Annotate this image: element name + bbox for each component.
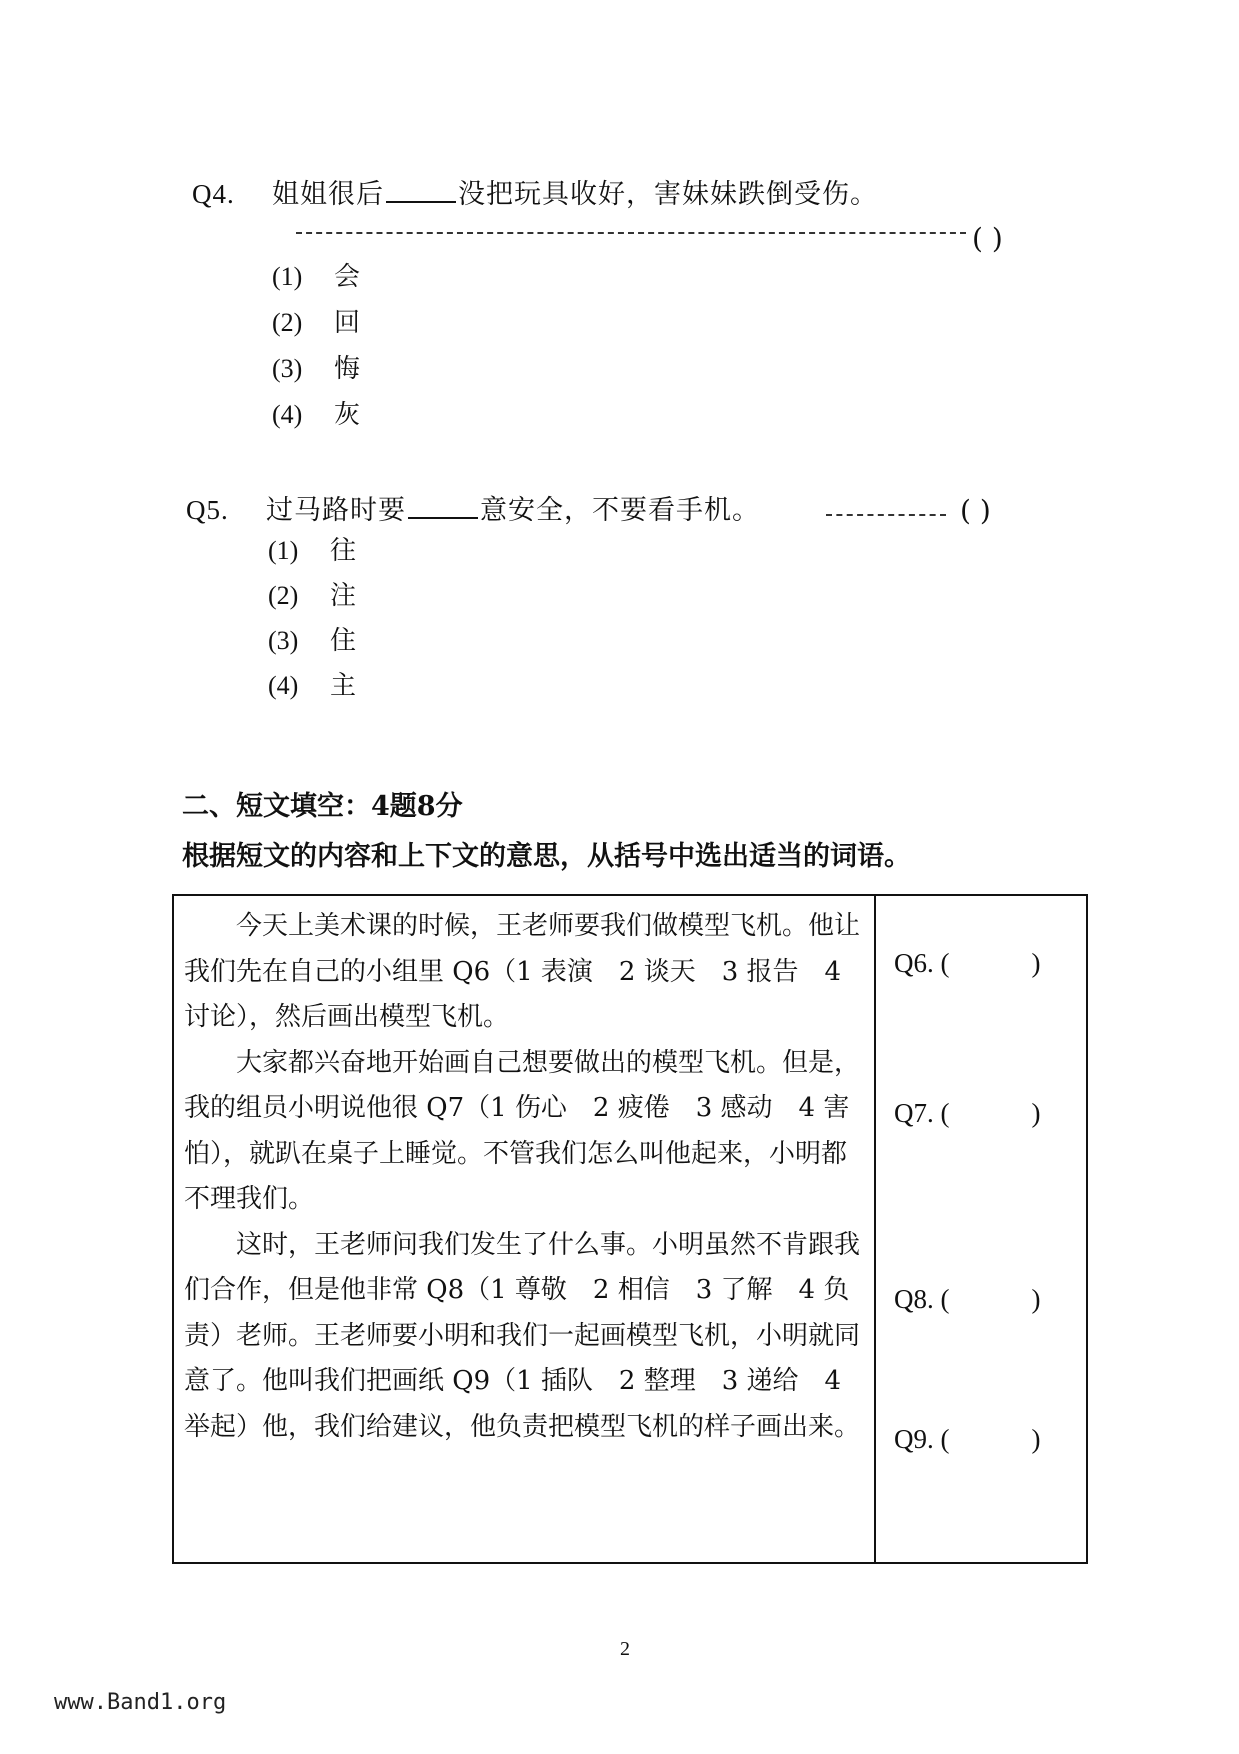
option-number: (1) bbox=[272, 262, 303, 291]
option-text: 往 bbox=[330, 536, 357, 566]
option-q5-4 bbox=[268, 665, 356, 702]
option-number: (2) bbox=[268, 581, 299, 610]
option-text: 回 bbox=[334, 308, 361, 338]
page-number: 2 bbox=[620, 1638, 630, 1660]
answer-blank bbox=[386, 179, 456, 203]
option-number: (4) bbox=[268, 671, 299, 700]
answer-parentheses: ( ) bbox=[972, 222, 1003, 255]
option-q5-2 bbox=[268, 575, 356, 612]
answer-close: ) bbox=[1031, 1098, 1041, 1128]
option-q4-1 bbox=[272, 256, 360, 293]
answer-slot-q9 bbox=[894, 1424, 1041, 1455]
option-q4-4 bbox=[272, 394, 360, 431]
option-q4-2 bbox=[272, 302, 360, 339]
stem-before: 过马路时要 bbox=[266, 495, 406, 526]
option-q5-1 bbox=[268, 530, 356, 567]
answer-column-divider bbox=[874, 894, 876, 1562]
answer-label: Q8. ( bbox=[894, 1284, 950, 1314]
option-text: 灰 bbox=[334, 400, 361, 430]
footer-watermark: www.Band1.org bbox=[54, 1690, 227, 1715]
answer-close: ) bbox=[1031, 1284, 1041, 1314]
option-number: (3) bbox=[272, 354, 303, 383]
option-text: 会 bbox=[334, 262, 361, 292]
answer-parentheses: ( ) bbox=[960, 494, 991, 527]
question-number: Q5. bbox=[186, 495, 229, 525]
dotted-leader bbox=[296, 232, 966, 234]
question-q5-stem bbox=[186, 488, 760, 527]
option-text: 注 bbox=[330, 581, 357, 611]
answer-blank bbox=[408, 495, 478, 519]
stem-before: 姐姐很后 bbox=[272, 179, 384, 210]
option-text: 住 bbox=[330, 626, 357, 656]
answer-close: ) bbox=[1031, 1424, 1041, 1454]
passage-paragraph-2: 大家都兴奋地开始画自己想要做出的模型飞机。但是，我的组员小明说他很 Q7（1 伤心 2 疲倦 3 感动 4 害怕），就趴在桌子上睡觉。不管我们怎么叫他起来，小明都不理我们。 bbox=[184, 1047, 861, 1214]
option-text: 悔 bbox=[334, 354, 361, 384]
dotted-leader bbox=[826, 514, 946, 516]
option-number: (4) bbox=[272, 400, 303, 429]
answer-slot-q7 bbox=[894, 1098, 1041, 1129]
cloze-passage bbox=[184, 904, 870, 1450]
passage-paragraph-3: 这时，王老师问我们发生了什么事。小明虽然不肯跟我们合作，但是他非常 Q8（1 尊敬 2 相信 3 了解 4 负责）老师。王老师要小明和我们一起画模型飞机，小明就同意了。他叫我们把画纸 Q9（1 插队 2 整理 3 递给 4 举起）他，我们给建议，他负责把模型飞机的样子画出来。 bbox=[184, 1229, 861, 1442]
option-q4-3 bbox=[272, 348, 360, 385]
option-text: 主 bbox=[330, 671, 357, 701]
stem-after: 没把玩具收好，害妹妹跌倒受伤。 bbox=[458, 179, 878, 210]
answer-close: ) bbox=[1031, 948, 1041, 978]
answer-label: Q6. ( bbox=[894, 948, 950, 978]
answer-slot-q8 bbox=[894, 1284, 1041, 1315]
answer-label: Q9. ( bbox=[894, 1424, 950, 1454]
answer-label: Q7. ( bbox=[894, 1098, 950, 1128]
section-instruction: 根据短文的内容和上下文的意思，从括号中选出适当的词语。 bbox=[182, 841, 911, 872]
stem-after: 意安全，不要看手机。 bbox=[480, 495, 760, 526]
question-number: Q4. bbox=[192, 179, 235, 209]
question-q4-stem bbox=[192, 172, 878, 211]
option-number: (3) bbox=[268, 626, 299, 655]
section-title: 二、短文填空：4题8分 bbox=[182, 791, 463, 822]
option-number: (1) bbox=[268, 536, 299, 565]
option-q5-3 bbox=[268, 620, 356, 657]
passage-paragraph-1: 今天上美术课的时候，王老师要我们做模型飞机。他让我们先在自己的小组里 Q6（1 表演 2 谈天 3 报告 4 讨论），然后画出模型飞机。 bbox=[184, 911, 861, 1032]
option-number: (2) bbox=[272, 308, 303, 337]
answer-slot-q6 bbox=[894, 948, 1041, 979]
